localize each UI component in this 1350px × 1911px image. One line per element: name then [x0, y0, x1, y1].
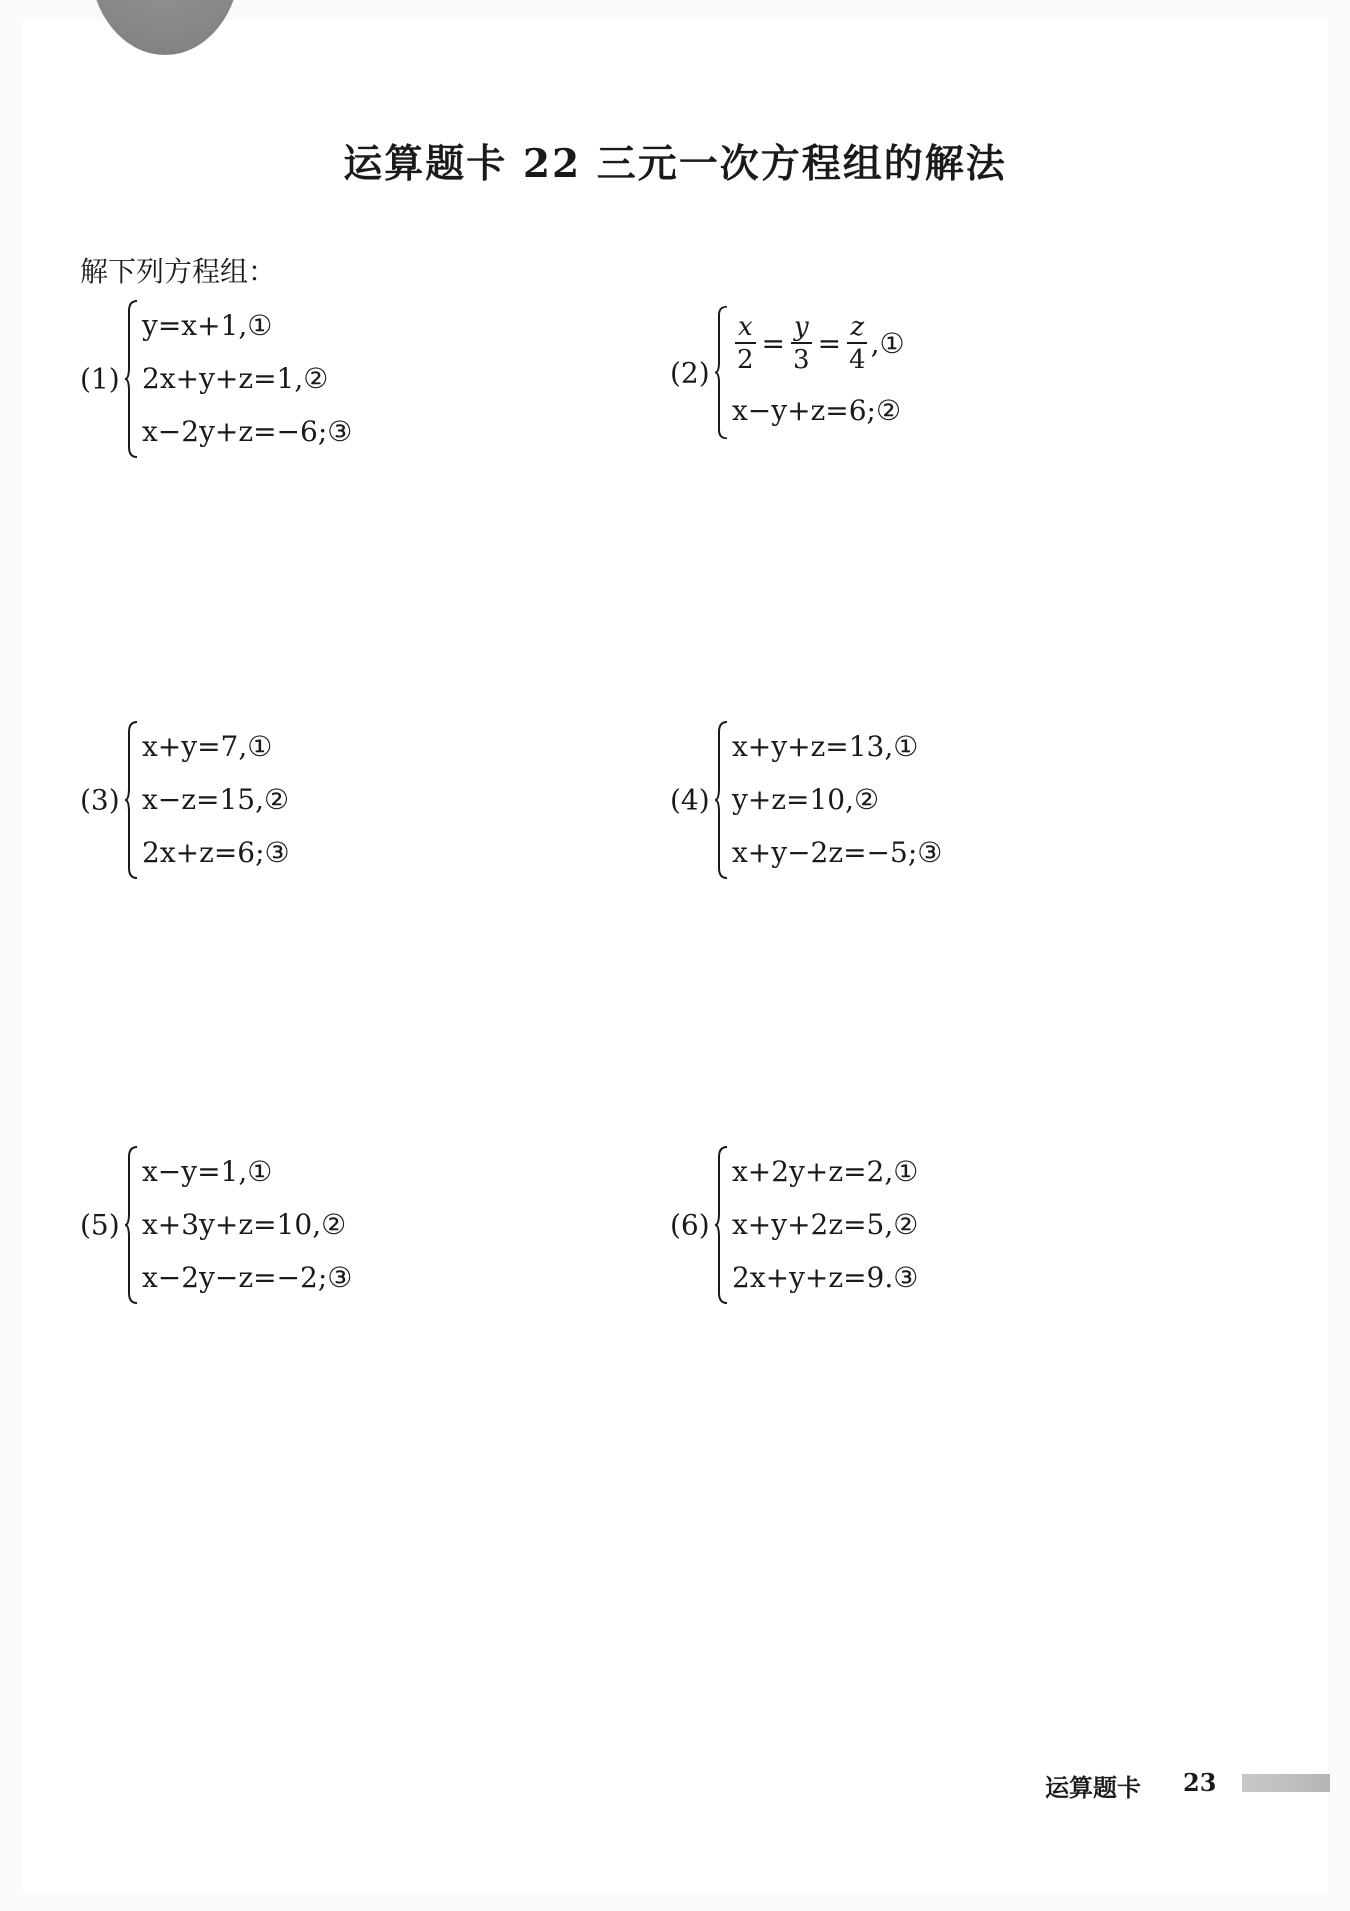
equation-tail: ,① — [870, 326, 905, 360]
fraction — [734, 314, 757, 373]
fraction — [790, 314, 813, 373]
equation-1: y=x+1,① — [142, 308, 273, 342]
equation-3: x+y−2z=−5;③ — [732, 836, 943, 870]
equation-2: x+3y+z=10,② — [142, 1207, 347, 1241]
numerator: y — [791, 314, 812, 344]
page-number: 23 — [1183, 1768, 1217, 1797]
left-brace — [124, 720, 138, 880]
equals-sign: = — [761, 326, 786, 360]
fraction — [846, 314, 869, 373]
equation-3: 2x+y+z=9.③ — [732, 1261, 919, 1295]
left-brace — [714, 720, 728, 880]
equation-1: x−y=1,① — [142, 1154, 273, 1188]
equation-3: 2x+z=6;③ — [142, 836, 290, 870]
equation-list — [142, 299, 352, 459]
equation-list — [142, 720, 290, 880]
left-brace — [714, 1145, 728, 1305]
equation-3: x−2y+z=−6;③ — [142, 415, 353, 449]
numerator: x — [735, 314, 756, 344]
equation-2: x+y+2z=5,② — [732, 1207, 919, 1241]
equation-1: x+2y+z=2,① — [732, 1154, 919, 1188]
equation-2: x−y+z=6;② — [732, 394, 902, 427]
equation-1: x+y=7,① — [142, 729, 273, 763]
equation-list — [732, 720, 942, 880]
equation-list — [142, 1145, 352, 1305]
equation-3: x−2y−z=−2;③ — [142, 1261, 353, 1295]
left-brace — [714, 305, 728, 440]
left-brace — [124, 1145, 138, 1305]
equation-2: x−z=15,② — [142, 782, 290, 816]
equals-sign: = — [817, 326, 842, 360]
problem-number: (2) — [670, 356, 710, 389]
numerator: z — [847, 314, 867, 344]
instruction-text: 解下列方程组： — [80, 255, 277, 288]
denominator: 4 — [849, 345, 866, 375]
problem-number: (4) — [670, 783, 710, 817]
footer-bar — [1242, 1774, 1330, 1792]
problem-number: (1) — [80, 362, 120, 396]
equation-list — [732, 305, 905, 440]
problem-number: (5) — [80, 1208, 120, 1242]
page-title: 运算题卡 22 三元一次方程组的解法 — [343, 141, 1007, 187]
denominator: 2 — [737, 345, 754, 375]
equation-2: y+z=10,② — [732, 782, 880, 816]
footer-label: 运算题卡 — [1045, 1774, 1141, 1802]
equation-1 — [732, 314, 905, 373]
equation-2: 2x+y+z=1,② — [142, 361, 329, 395]
equation-list — [732, 1145, 918, 1305]
problem-number: (6) — [670, 1208, 710, 1242]
left-brace — [124, 299, 138, 459]
equation-1: x+y+z=13,① — [732, 729, 919, 763]
problem-number: (3) — [80, 783, 120, 817]
denominator: 3 — [793, 345, 810, 375]
